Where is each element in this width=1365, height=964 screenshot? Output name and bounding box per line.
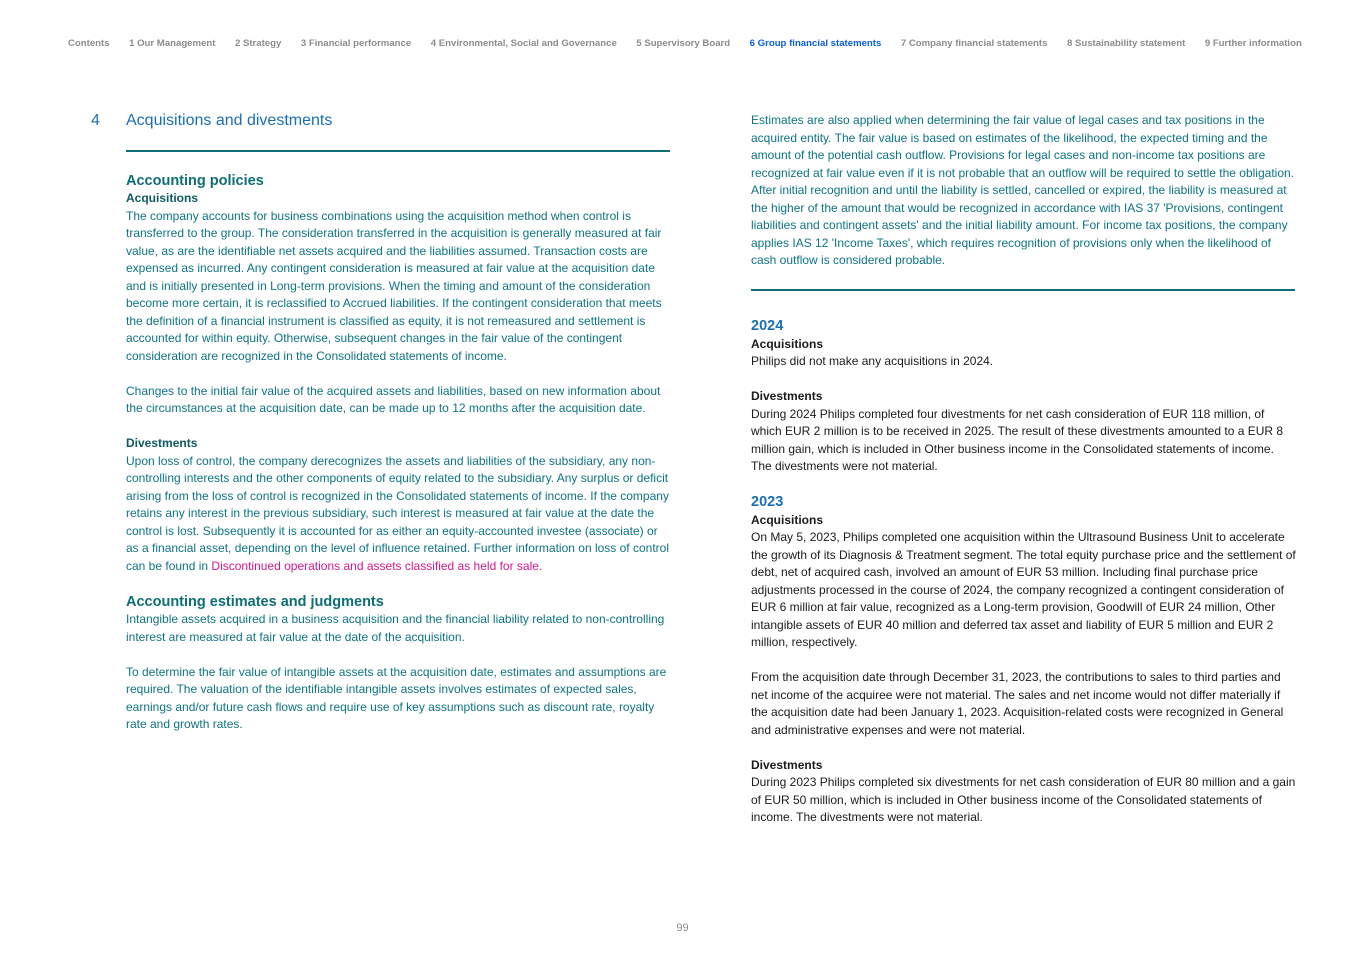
divestments-policy-body: Upon loss of control, the company derecognizes the assets and liabilities of the subsidiary, any non-controlling interests and the other components of equity related to the subsidiary. Any surplus or deficit arising from the loss of control is recognized in the Consolidated statements of income. If the company retains any interest in the previous subsidiary, such interest is measured at fair value at the date the control is lost. Subsequently it is accounted for as either an equity-accounted investee (associate) or as a financial asset, depending on the level of influence retained. Further information on loss of control can be found in — [126, 453, 669, 573]
acquisitions-policy-text-2: Changes to the initial fair value of the acquired assets and liabilities, based on new information about the circumstances at the acquisition date, can be made up to 12 months after the acquisition date. — [126, 383, 661, 415]
nav-further-information[interactable]: 9 Further information — [1204, 38, 1302, 49]
divestments-2023-heading: Divestments — [751, 757, 823, 772]
nav-company-financial-statements[interactable]: 7 Company financial statements — [900, 38, 1048, 49]
nav-group-financial-statements[interactable]: 6 Group financial statements — [749, 38, 882, 49]
right-column — [751, 112, 1297, 270]
estimates-text-1: Intangible assets acquired in a business acquisition and the financial liability related to non-controlling interest are measured at fair value at the date of the acquisition. — [126, 612, 665, 644]
year-2023-heading: 2023 — [751, 494, 784, 510]
divestments-policy-heading: Divestments — [126, 436, 198, 450]
acquisitions-2023-text-2: From the acquisition date through December 31, 2023, the contributions to sales to third parties and net income of the acquiree were not material. The sales and net income would not differ materially if the acquisition date had been January 1, 2023. Acquisition-related costs were recognized in General and administrative expenses and were not material. — [751, 670, 1284, 737]
accounting-estimates-heading: Accounting estimates and judgments — [126, 594, 384, 610]
page-number: 99 — [676, 922, 689, 934]
section-title: Acquisitions and divestments — [126, 112, 333, 129]
left-column — [126, 172, 672, 734]
right-divider — [751, 289, 1295, 291]
section-divider — [126, 150, 670, 152]
divestments-2023-text: During 2023 Philips completed six divestments for net cash consideration of EUR 80 million and a gain of EUR 50 million, which is included in Other business income of the Consolidated statements of income. The divestments were not material. — [751, 775, 1296, 824]
nav-esg[interactable]: 4 Environmental, Social and Governance — [430, 38, 617, 49]
accounting-policies-heading: Accounting policies — [126, 173, 264, 189]
divestments-2024-text: During 2024 Philips completed four divestments for net cash consideration of EUR 118 million, of which EUR 2 million is to be received in 2025. The result of these divestments amounted to a EUR 8 million gain, which is included in Other business income in the Consolidated statements of income. The divestments were not material. — [751, 406, 1284, 473]
acquisitions-policy-heading: Acquisitions — [126, 191, 199, 205]
nav-financial-performance[interactable]: 3 Financial performance — [300, 38, 412, 49]
year-2024-block — [751, 318, 1297, 476]
nav-our-management[interactable]: 1 Our Management — [129, 38, 216, 49]
top-navigation — [68, 38, 1365, 49]
acquisitions-2023-text-1: On May 5, 2023, Philips completed one acquisition within the Ultrasound Business Unit to accelerate the growth of its Diagnosis & Treatment segment. The total equity purchase price and the settlement of debt, net of acquired cash, involved an amount of EUR 53 million. Including final purchase price adjustments processed in the course of 2024, the company recognized a contingent consideration of EUR 6 million at fair value, recognized as a Long-term provision, Goodwill of EUR 24 million, Other intangible assets of EUR 40 million and deferred tax asset and liability of EUR 5 million and EUR 2 million, respectively. — [751, 530, 1296, 649]
acquisitions-2024-text: Philips did not make any acquisitions in 2024. — [751, 354, 994, 368]
acquisitions-2023-heading: Acquisitions — [751, 512, 824, 527]
nav-strategy[interactable]: 2 Strategy — [234, 38, 282, 49]
nav-sustainability-statement[interactable]: 8 Sustainability statement — [1066, 38, 1186, 49]
divestments-2024-heading: Divestments — [751, 389, 823, 403]
estimates-text-2: To determine the fair value of intangible assets at the acquisition date, estimates and assumptions are required. The valuation of the identifiable intangible assets involves estimates of expected sales, earnings and/or future cash flows and require use of key assumptions such as discount rate, royalty rate and growth rates. — [126, 664, 667, 731]
discontinued-operations-link[interactable]: Discontinued operations and assets classified as held for sale — [211, 558, 539, 573]
link-period: . — [538, 558, 543, 573]
year-2023-block — [751, 494, 1297, 827]
nav-contents[interactable]: Contents — [68, 38, 110, 49]
acquisitions-2024-heading: Acquisitions — [751, 336, 824, 351]
acquisitions-policy-text: The company accounts for business combinations using the acquisition method when control is transferred to the group. The consideration transferred in the acquisition is generally measured at fair value, as are the identifiable net assets acquired and the liabilities assumed. Transaction costs are expensed as incurred. Any contingent consideration is measured at fair value at the acquisition date and is initially presented in Long-term provisions. When the timing and amount of the consideration become more certain, it is reclassified to Accrued liabilities. If the contingent consideration that meets the definition of a financial instrument is classified as equity, it is not remeasured and settlement is accounted for within equity. Otherwise, subsequent changes in the fair value of the contingent consideration are recognized in the Consolidated statements of income. — [126, 208, 662, 363]
year-2024-heading: 2024 — [751, 318, 784, 334]
divestments-policy-text — [126, 453, 672, 576]
nav-supervisory-board[interactable]: 5 Supervisory Board — [636, 38, 731, 49]
section-number: 4 — [91, 112, 100, 129]
estimates-text-3: Estimates are also applied when determining the fair value of legal cases and tax positions in the acquired entity. The fair value is based on estimates of the likelihood, the expected timing and the amount of the potential cash outflow. Provisions for legal cases and non-income tax positions are recognized at fair value even if it is not probable that an outflow will be required to settle the obligation. After initial recognition and until the liability is settled, cancelled or expired, the liability is measured at the higher of the amount that would be recognized in accordance with IAS 37 'Provisions, contingent liabilities and contingent assets' and the initial liability amount. For income tax positions, the company applies IAS 12 'Income Taxes', which requires recognition of provisions only when the likelihood of cash outflow is considered probable. — [751, 113, 1294, 267]
